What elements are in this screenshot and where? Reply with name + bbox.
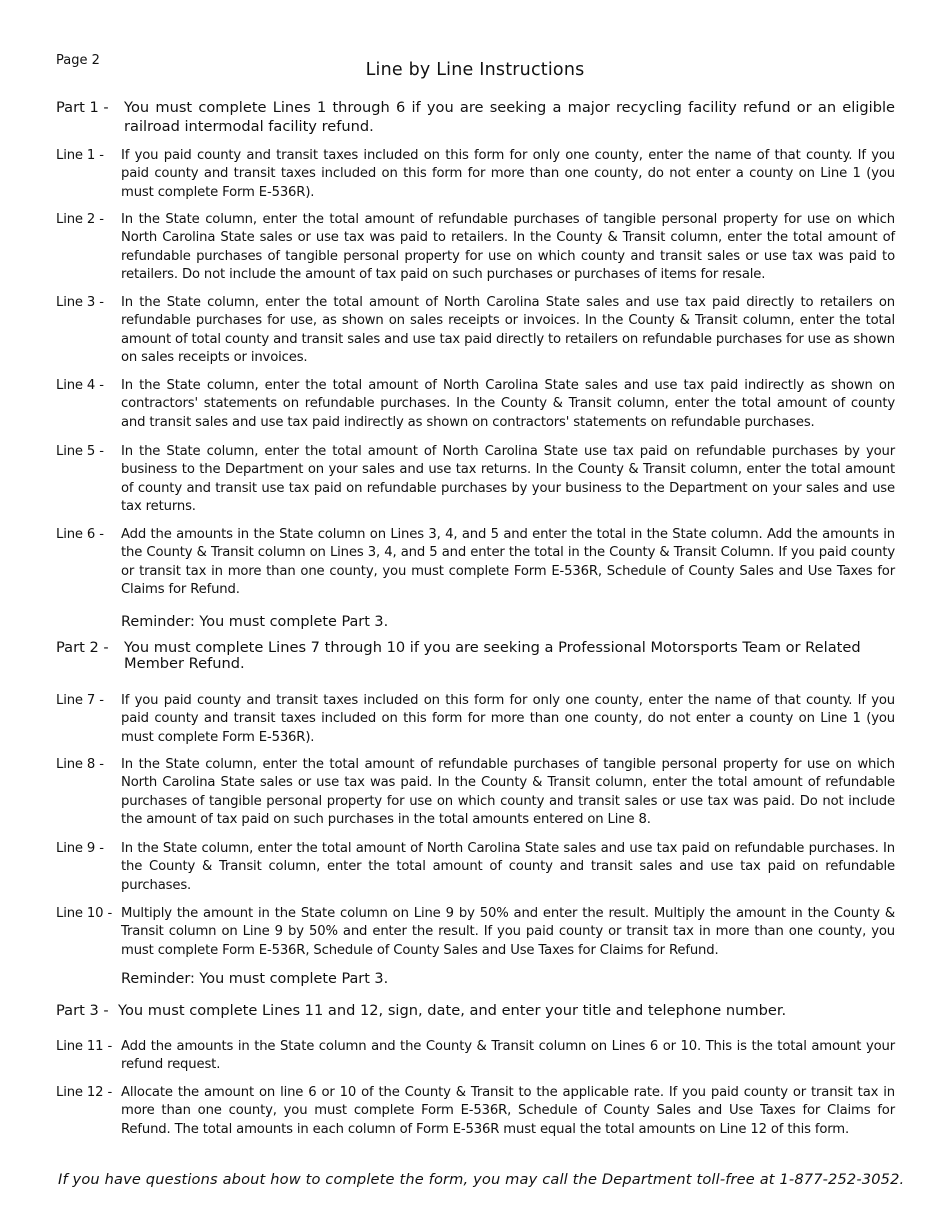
line-2 — [56, 211, 895, 285]
line-8-text: In the State column, enter the total amount of refundable purchases of tangible personal property for use on which North Carolina State sales or use tax was paid. In the County & Transit column, enter the total amount of refundable purchases of tangible personal property for use on which county and transit sales or use tax was paid. Do not include the amount of tax paid on such purchases in the total amounts entered on Line 8. — [121, 757, 895, 828]
line-8-label: Line 8 - — [56, 757, 104, 772]
line-10-text: Multiply the amount in the State column on Line 9 by 50% and enter the result. Multiply the amount in the County & Transit column on Line 9 by 50% and enter the result. If you paid county or transit tax in more than one county, you must complete Form E-536R, Schedule of County Sales and Use Taxes for Claims for Refund. — [121, 906, 895, 958]
part-2 — [56, 640, 895, 672]
part-2-text: You must complete Lines 7 through 10 if you are seeking a Professional Motorsports Team or Related Member Refund. — [124, 639, 861, 672]
line-2-label: Line 2 - — [56, 212, 104, 227]
line-7-label: Line 7 - — [56, 693, 104, 708]
line-10-label: Line 10 - — [56, 906, 113, 921]
line-12 — [56, 1084, 895, 1139]
part-1-text: You must complete Lines 1 through 6 if you are seeking a major recycling facility refund or an eligible railroad intermodal facility refund. — [124, 99, 895, 135]
page-label: Page 2 — [56, 53, 100, 68]
line-5 — [56, 443, 895, 517]
line-1-text: If you paid county and transit taxes included on this form for only one county, enter the name of that county. If you paid county and transit taxes included on this form for more than one county, do not enter a county on Line 1 (you must complete Form E-536R). — [121, 148, 895, 200]
line-4 — [56, 377, 895, 432]
part-3-text: You must complete Lines 11 and 12, sign, date, and enter your title and telephone number. — [118, 1002, 787, 1019]
line-7 — [56, 692, 895, 747]
page-title: Line by Line Instructions — [365, 60, 585, 80]
line-2-text: In the State column, enter the total amount of refundable purchases of tangible personal property for use on which North Carolina State sales or use tax was paid to retailers. In the County & Transit column, enter the total amount of refundable purchases of tangible personal property for use on which county and transit sales or use tax was paid to retailers. Do not include the amount of tax paid on such purchases or purchases of items for resale. — [121, 212, 895, 283]
line-10 — [56, 905, 895, 960]
line-6-text: Add the amounts in the State column on Lines 3, 4, and 5 and enter the total in the State column. Add the amounts in the County & Transit column on Lines 3, 4, and 5 and enter the total in the County & Transit Column. If you paid county or transit tax in more than one county, you must complete Form E-536R, Schedule of County Sales and Use Taxes for Claims for Refund. — [121, 527, 895, 598]
line-11-label: Line 11 - — [56, 1039, 113, 1054]
line-5-text: In the State column, enter the total amount of North Carolina State use tax paid on refundable purchases by your business to the Department on your sales and use tax returns. In the County & Transit column, enter the total amount of county and transit use tax paid on refundable purchases by your business to the Department on your sales and use tax returns. — [121, 444, 895, 515]
part-1-label: Part 1 - — [56, 99, 109, 116]
line-8 — [56, 756, 895, 830]
part-3-label: Part 3 - — [56, 1002, 109, 1019]
part-1 — [56, 98, 895, 136]
line-6 — [56, 526, 895, 600]
line-3-text: In the State column, enter the total amount of North Carolina State sales and use tax paid directly to retailers on refundable purchases for use, as shown on sales receipts or invoices. In the County & Transit column, enter the total amount of total county and transit sales and use tax paid directly to retailers on refundable purchases for use as shown on sales receipts or invoices. — [121, 295, 895, 366]
part-2-label: Part 2 - — [56, 639, 109, 656]
line-1 — [56, 147, 895, 202]
line-12-label: Line 12 - — [56, 1085, 113, 1100]
line-9 — [56, 840, 895, 895]
line-3-label: Line 3 - — [56, 295, 104, 310]
line-9-text: In the State column, enter the total amount of North Carolina State sales and use tax paid on refundable purchases. In the County & Transit column, enter the total amount of county and transit sales and use tax paid on refundable purchases. — [121, 841, 895, 893]
line-12-text: Allocate the amount on line 6 or 10 of the County & Transit to the applicable rate. If you paid county or transit tax in more than one county, you must complete Form E-536R, Schedule of County Sales and Use Taxes for Claims for Refund. The total amounts in each column of Form E-536R must equal the total amounts on Line 12 of this form. — [121, 1085, 895, 1137]
line-7-text: If you paid county and transit taxes included on this form for only one county, enter the name of that county. If you paid county and transit taxes included on this form for more than one county, do not enter a county on Line 1 (you must complete Form E-536R). — [121, 693, 895, 745]
line-4-label: Line 4 - — [56, 378, 104, 393]
part-3 — [56, 1001, 895, 1020]
line-11-text: Add the amounts in the State column and the County & Transit column on Lines 6 or 10. This is the total amount your refund request. — [121, 1039, 895, 1073]
line-1-label: Line 1 - — [56, 148, 104, 163]
line-11 — [56, 1038, 895, 1075]
footer-contact-note: If you have questions about how to complete the form, you may call the Department toll-free at 1-877-252-3052. — [58, 1171, 905, 1188]
line-3 — [56, 294, 895, 368]
line-9-label: Line 9 - — [56, 841, 104, 856]
line-6-label: Line 6 - — [56, 527, 104, 542]
reminder-part-2: Reminder: You must complete Part 3. — [121, 971, 389, 987]
reminder-part-1: Reminder: You must complete Part 3. — [121, 614, 389, 630]
line-5-label: Line 5 - — [56, 444, 104, 459]
line-4-text: In the State column, enter the total amount of North Carolina State sales and use tax paid indirectly as shown on contractors' statements on refundable purchases. In the County & Transit column, enter the total amount of county and transit sales and use tax paid indirectly as shown on contractors' statements on refundable purchases. — [121, 378, 895, 430]
